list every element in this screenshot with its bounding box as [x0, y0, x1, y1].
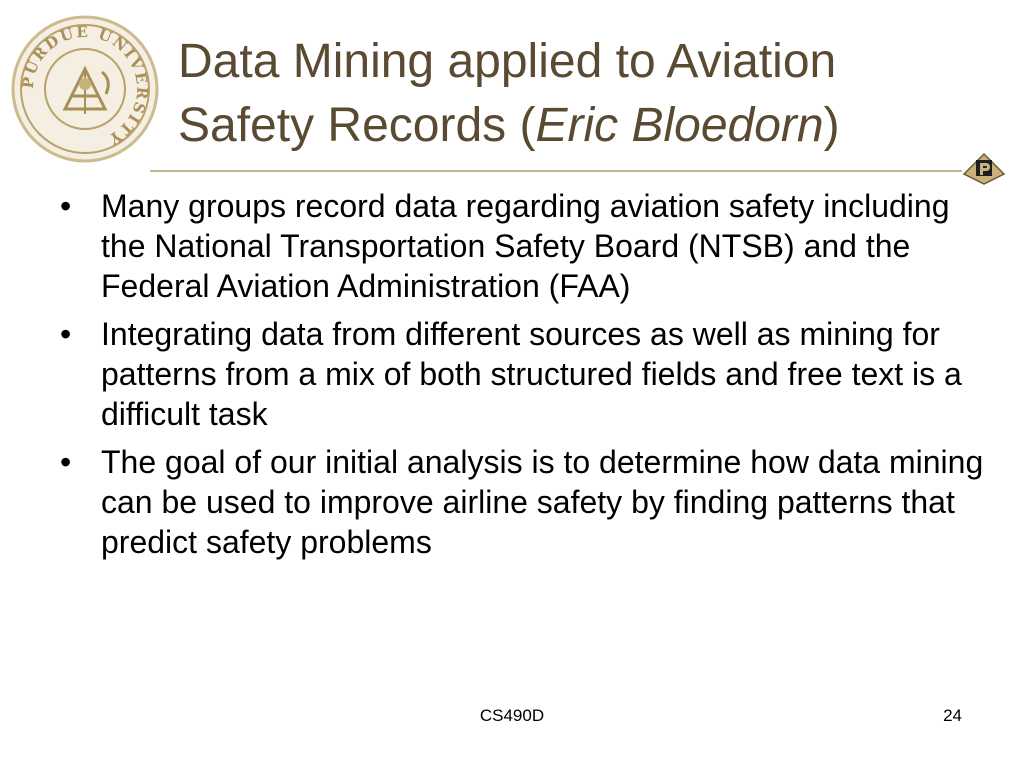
- bullet-item: [60, 314, 1000, 434]
- bullet-marker: •: [60, 188, 72, 224]
- title-divider: [150, 170, 962, 172]
- bullet-item: [60, 186, 1000, 306]
- bullet-item: [60, 442, 1000, 562]
- purdue-seal-icon: [10, 14, 160, 164]
- footer-course: CS490D: [479, 706, 545, 725]
- bullet-marker: •: [60, 316, 72, 352]
- slide-title: [178, 30, 978, 158]
- title-close: ): [823, 99, 840, 152]
- bullet-text: Many groups record data regarding aviation safety including the National Transportation Safety Board (NTSB) and the Federal Aviation Administration (FAA): [101, 188, 950, 304]
- bullet-marker: •: [60, 444, 72, 480]
- title-author: Eric Bloedorn: [535, 99, 824, 152]
- footer-page-number: 24: [943, 706, 962, 725]
- title-main: Data Mining applied to Aviation Safety Records (: [178, 35, 837, 152]
- seal-text: PURDUE UNIVERSITY: [18, 22, 152, 149]
- bullet-text: The goal of our initial analysis is to determine how data mining can be used to improve airline safety by finding patterns that predict safety problems: [101, 444, 984, 560]
- bullet-list: [60, 186, 1000, 570]
- purdue-corner-logo-icon: [962, 148, 1006, 190]
- bullet-text: Integrating data from different sources as well as mining for patterns from a mix of both structured fields and free text is a difficult task: [101, 316, 962, 432]
